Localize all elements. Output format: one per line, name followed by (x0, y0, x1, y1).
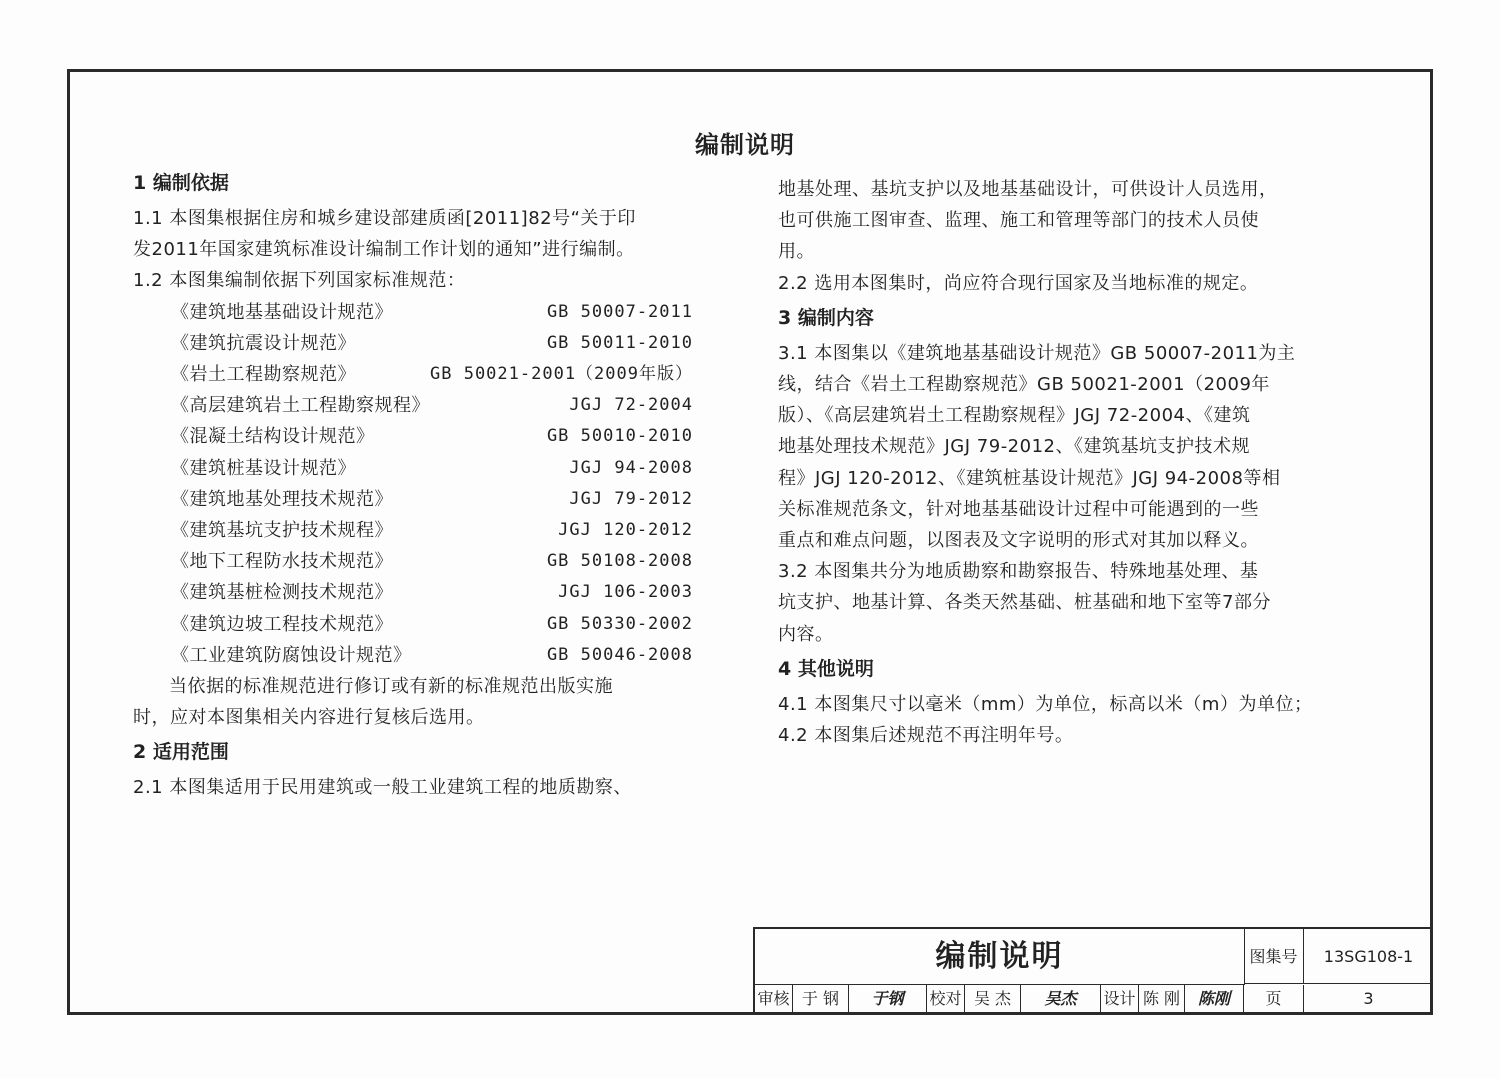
standard-code: GB 50330-2002 (546, 613, 693, 634)
standard-name: 《建筑边坡工程技术规范》 (171, 613, 393, 635)
para-3-2-l3: 内容。 (778, 623, 834, 645)
left-column (133, 168, 723, 804)
standard-code: GB 50010-2010 (546, 426, 693, 447)
standard-name: 《建筑基坑支护技术规程》 (171, 520, 393, 542)
standard-name: 《混凝土结构设计规范》 (171, 426, 375, 448)
para-3-2-l2: 坑支护、地基计算、各类天然基础、桩基础和地下室等7部分 (778, 592, 1271, 614)
standard-name: 《建筑地基处理技术规范》 (171, 488, 393, 510)
standard-row (133, 328, 723, 359)
standard-row (133, 421, 723, 452)
para-3-1-l4: 地基处理技术规范》JGJ 79-2012、《建筑基坑支护技术规 (778, 436, 1250, 458)
note-line1: 当依据的标准规范进行修订或有新的标准规范出版实施 (169, 676, 613, 698)
section-2-heading: 2 适用范围 (133, 741, 229, 764)
para-3-2-l1: 3.2 本图集共分为地质勘察和勘察报告、特殊地基处理、基 (778, 561, 1259, 583)
para-2-1-cont1: 地基处理、基坑支护以及地基基础设计，可供设计人员选用， (778, 179, 1278, 200)
designer-signature: 陈刚 (1185, 985, 1244, 1013)
page-title: 编制说明 (695, 131, 795, 159)
reviewer-signature: 于钢 (849, 985, 927, 1013)
para-3-1-l7: 重点和难点问题，以图表及文字说明的形式对其加以释义。 (778, 530, 1259, 552)
signature-row (755, 985, 1244, 1013)
reviewer-name: 于 钢 (793, 985, 849, 1013)
standard-row (133, 515, 723, 546)
para-3-1-l1: 3.1 本图集以《建筑地基基础设计规范》GB 50007-2011为主 (778, 342, 1296, 364)
standard-code: GB 50011-2010 (546, 332, 693, 353)
designer-name: 陈 刚 (1139, 985, 1185, 1013)
standard-name: 《建筑桩基设计规范》 (171, 457, 356, 479)
checker-name: 吴 杰 (965, 985, 1021, 1013)
standards-list (133, 297, 723, 671)
section-3-heading: 3 编制内容 (778, 306, 874, 329)
standard-row (133, 390, 723, 421)
para-1-2: 1.2 本图集编制依据下列国家标准规范： (133, 270, 466, 292)
standard-code: GB 50046-2008 (546, 644, 693, 665)
standard-code: JGJ 120-2012 (558, 520, 693, 541)
standard-name: 《建筑抗震设计规范》 (171, 332, 356, 354)
para-3-1-l6: 关标准规范条文，针对地基基础设计过程中可能遇到的一些 (778, 498, 1259, 520)
standard-code: GB 50021-2001（2009年版） (430, 364, 693, 385)
standard-code: GB 50007-2011 (546, 301, 693, 322)
standard-row (133, 640, 723, 671)
para-2-1: 2.1 本图集适用于民用建筑或一般工业建筑工程的地质勘察、 (133, 777, 632, 799)
para-4-1: 4.1 本图集尺寸以毫米（mm）为单位，标高以米（m）为单位； (778, 693, 1313, 715)
note-line2: 时，应对本图集相关内容进行复核后选用。 (133, 707, 485, 729)
para-2-2: 2.2 选用本图集时，尚应符合现行国家及当地标准的规定。 (778, 272, 1259, 294)
para-1-1-line1: 1.1 本图集根据住房和城乡建设部建质函[2011]82号“关于印 (133, 208, 636, 229)
para-1-1-line2: 发2011年国家建筑标准设计编制工作计划的通知”进行编制。 (133, 239, 635, 261)
standard-name: 《工业建筑防腐蚀设计规范》 (171, 644, 412, 666)
section-4-heading: 4 其他说明 (778, 657, 874, 680)
para-3-1-l2: 线，结合《岩土工程勘察规范》GB 50021-2001（2009年 (778, 374, 1270, 396)
review-label: 审核 (755, 985, 793, 1013)
standard-code: JGJ 79-2012 (569, 488, 693, 509)
title-block (753, 927, 1433, 1012)
right-column (778, 174, 1363, 751)
standard-row (133, 297, 723, 328)
standard-name: 《建筑基桩检测技术规范》 (171, 582, 393, 604)
standard-name: 《高层建筑岩土工程勘察规程》 (171, 395, 430, 417)
standard-code: GB 50108-2008 (546, 551, 693, 572)
standard-name: 《地下工程防水技术规范》 (171, 551, 393, 573)
standard-row (133, 484, 723, 515)
para-2-1-cont3: 用。 (778, 241, 815, 263)
para-3-1-l5: 程》JGJ 120-2012、《建筑桩基设计规范》JGJ 94-2008等相 (778, 467, 1281, 489)
standard-code: JGJ 106-2003 (558, 582, 693, 603)
check-label: 校对 (927, 985, 965, 1013)
para-2-1-cont2: 也可供施工图审查、监理、施工和管理等部门的技术人员使 (778, 210, 1259, 232)
standard-row (133, 453, 723, 484)
standard-row (133, 609, 723, 640)
standard-code: JGJ 72-2004 (569, 395, 693, 416)
para-3-1-l3: 版）、《高层建筑岩土工程勘察规程》JGJ 72-2004、《建筑 (778, 405, 1251, 427)
standard-code: JGJ 94-2008 (569, 457, 693, 478)
standard-row (133, 546, 723, 577)
para-4-2: 4.2 本图集后述规范不再注明年号。 (778, 725, 1074, 747)
page-label: 页 (1244, 985, 1304, 1013)
atlas-no-label: 图集号 (1244, 929, 1304, 984)
checker-signature: 吴杰 (1021, 985, 1101, 1013)
standard-row (133, 359, 723, 390)
atlas-no-value: 13SG108-1 (1304, 929, 1433, 984)
standard-name: 《建筑地基基础设计规范》 (171, 301, 393, 323)
section-1-heading: 1 编制依据 (133, 172, 229, 194)
design-label: 设计 (1101, 985, 1139, 1013)
title-block-title: 编制说明 (755, 929, 1245, 985)
standard-name: 《岩土工程勘察规范》 (171, 364, 356, 386)
standard-row (133, 577, 723, 608)
page-number: 3 (1363, 989, 1374, 1008)
